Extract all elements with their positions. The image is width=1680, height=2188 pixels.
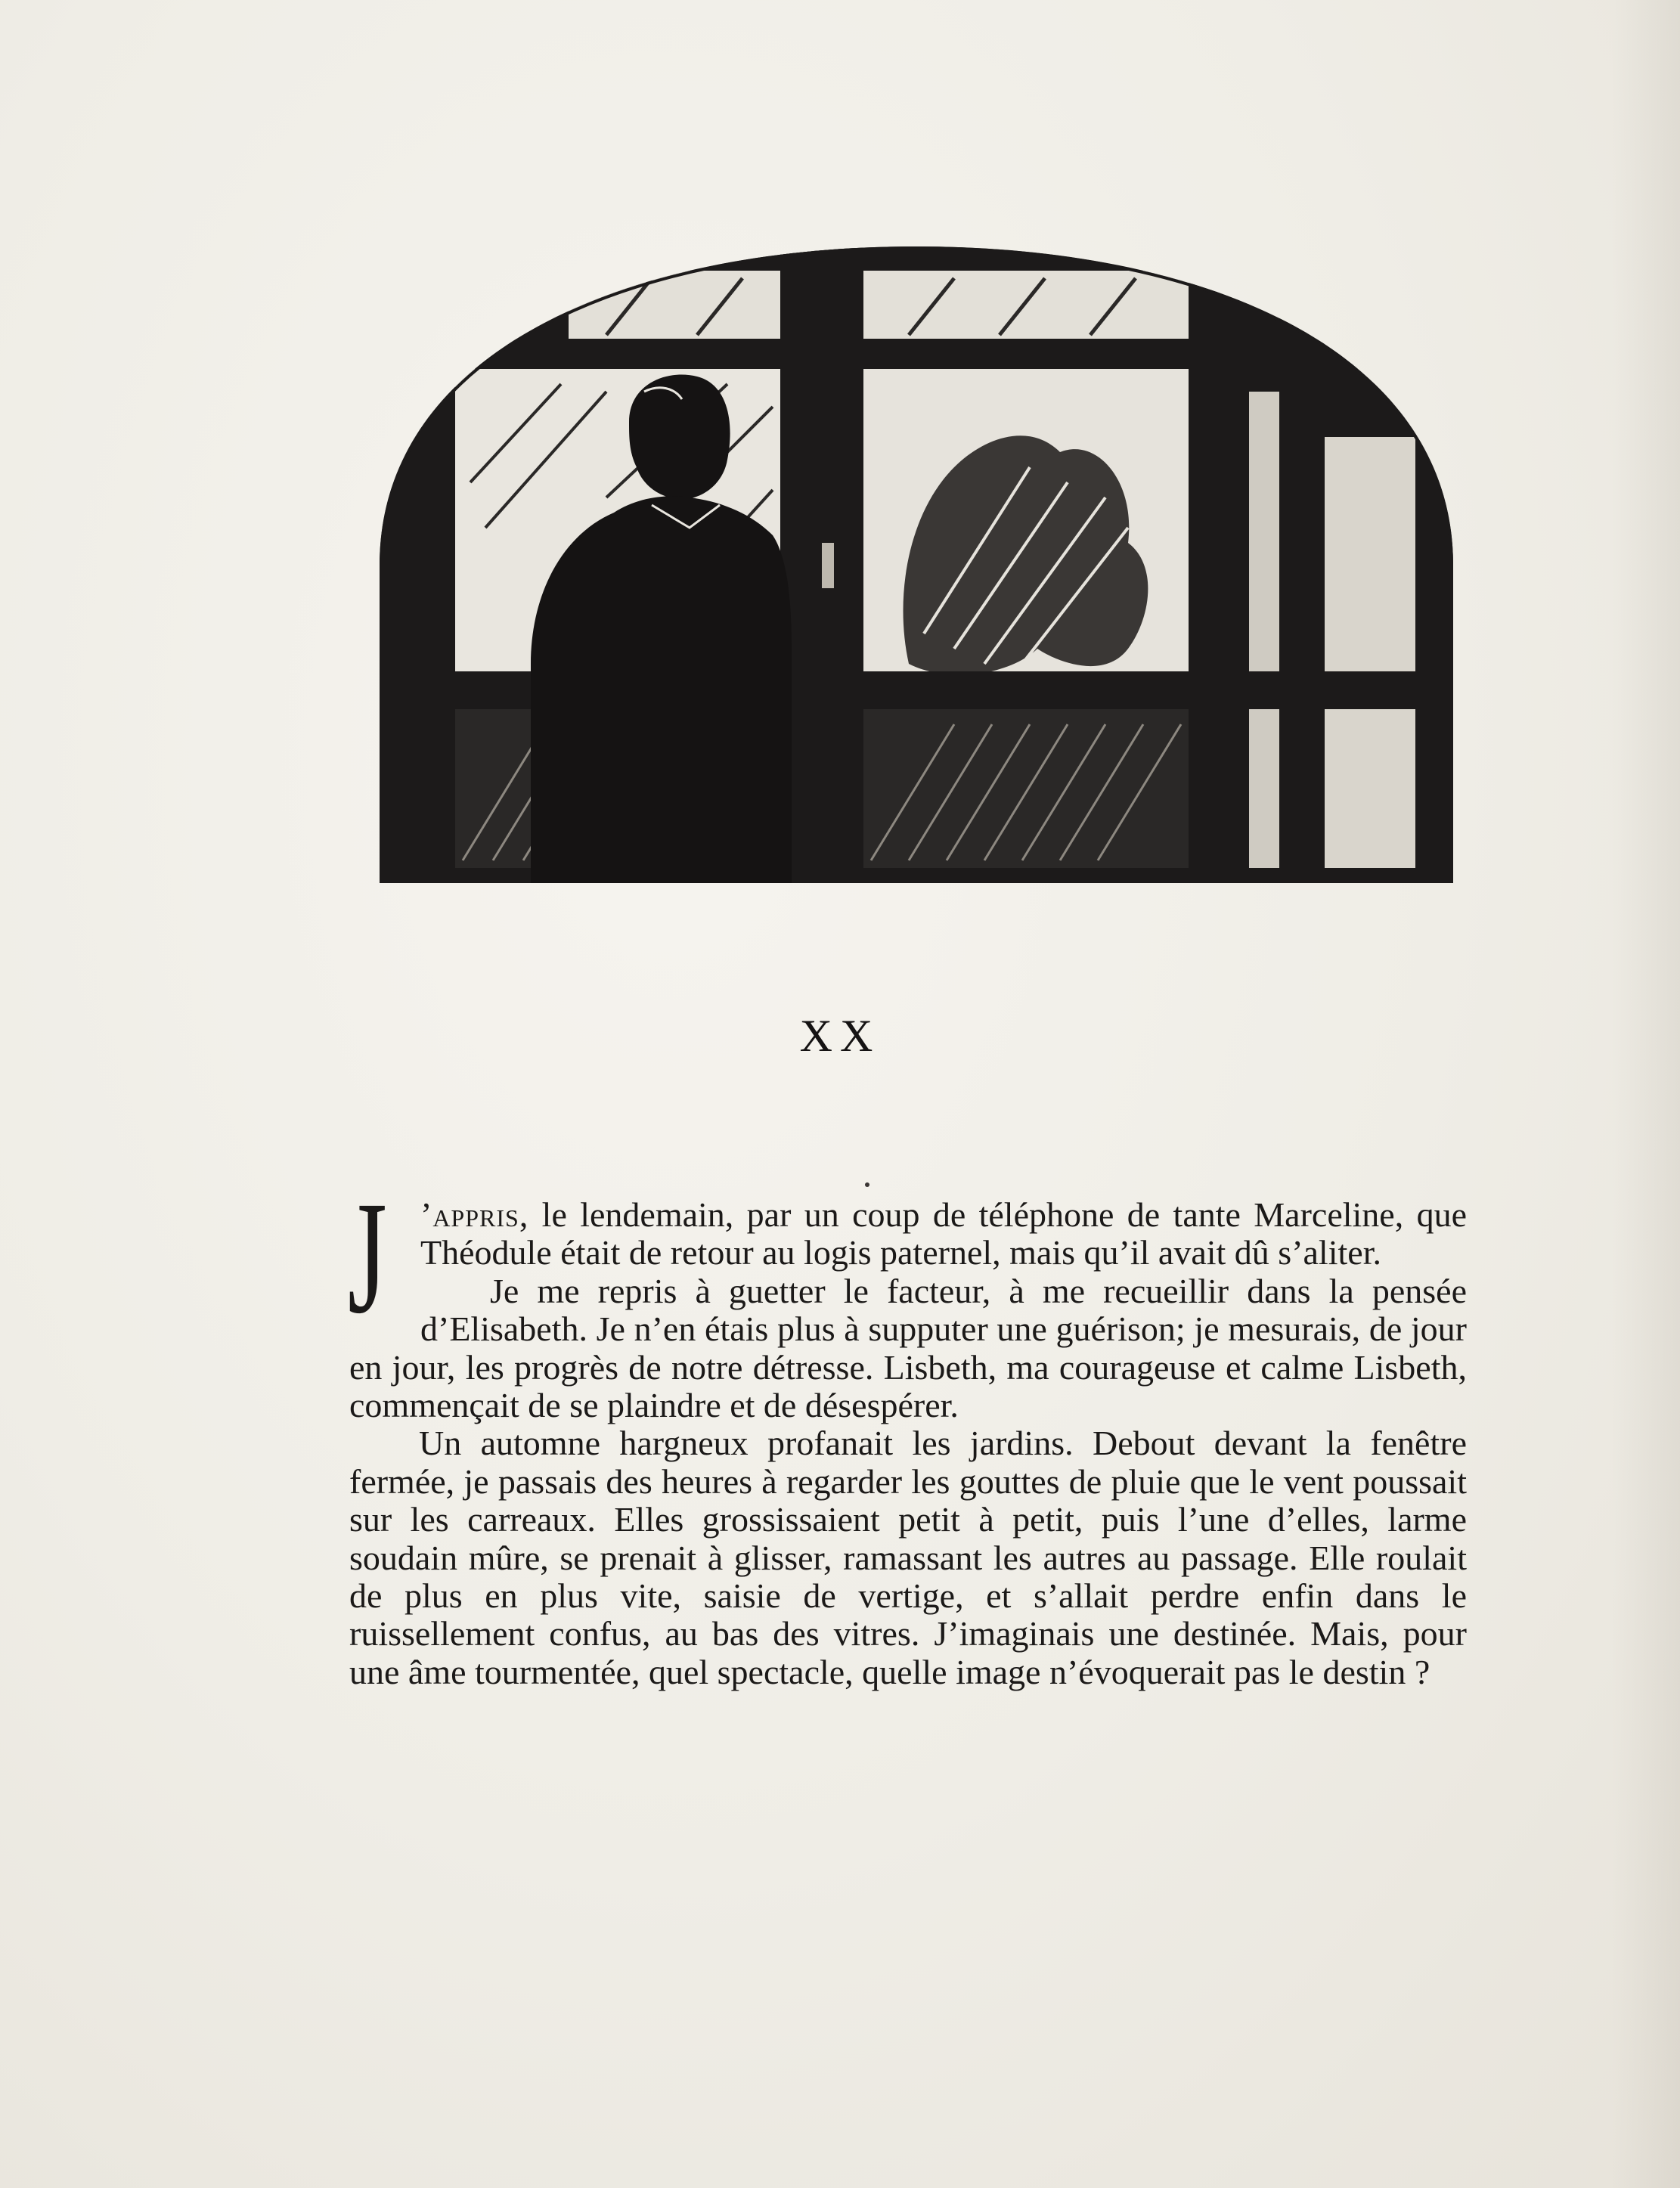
- opening-paragraph: [348, 1168, 1467, 1347]
- opening-text: le lendemain, par un coup de téléphone de tante Marceline, que Théodule était de retour au logis paternel, mais qu’il avait dû s’aliter.: [420, 1195, 1467, 1272]
- page-edge-shadow: [1612, 0, 1680, 2188]
- woodcut-man-at-rainy-window-icon: [380, 240, 1453, 883]
- drop-cap: J: [348, 1168, 387, 1347]
- opening-smallcaps: ’appris,: [420, 1195, 529, 1234]
- paragraph-2: Je me repris à guetter le facteur, à me recueillir dans la pensée d’Elisabeth. Je n’en étais plus à supputer une guérison; je mesurais, de jour en jour, les progrès de notre détresse. Lisbeth, ma courageuse et calme Lisbeth, commençait de se plaindre et de désespérer.: [349, 1271, 1467, 1425]
- chapter-text: [348, 1168, 1467, 1691]
- chapter-number: XX: [799, 1011, 881, 1061]
- paragraph-3: Un automne hargneux profanait les jardins. Debout devant la fenêtre fermée, je passais des heures à regarder les gouttes de pluie que le vent poussait sur les carreaux. Elles grossissaient petit à petit, puis l’une d’elles, larme soudain mûre, se prenait à glisser, ramassant les autres au passage. Elle roulait de plus en plus vite, saisie de vertige, et s’allait perdre enfin dans le ruissellement confus, au bas des vitres. J’imaginais une destinée. Mais, pour une âme tourmentée, quel spectacle, quelle image n’évoquerait pas le destin ?: [349, 1424, 1467, 1691]
- ornament-dot-icon: [865, 1182, 869, 1187]
